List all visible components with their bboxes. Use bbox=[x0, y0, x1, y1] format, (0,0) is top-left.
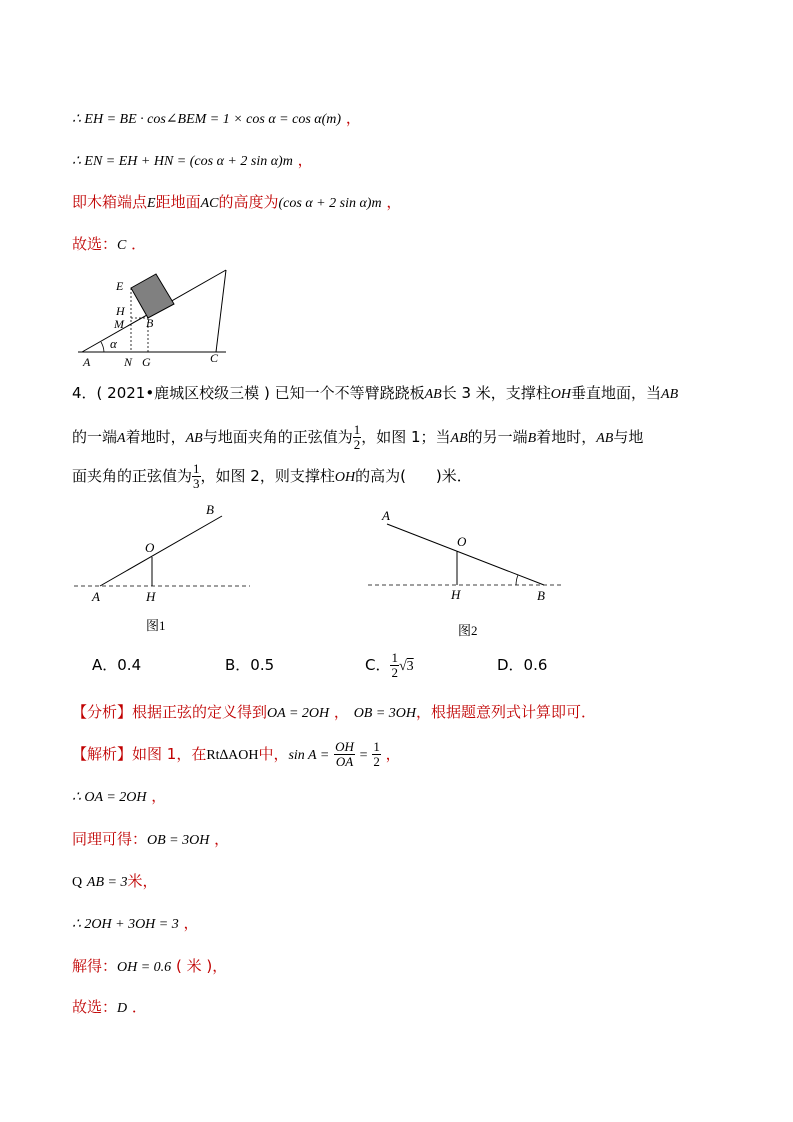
comma: ， bbox=[214, 830, 230, 848]
fraction-half: $\frac{1}{2}$ bbox=[353, 422, 361, 452]
label-a: A bbox=[92, 589, 100, 604]
eq-en: ∴ EN = EH + HN = (cos α + 2 sin α)m bbox=[72, 154, 293, 169]
fraction-oh-oa: $\frac{OH}{OA}$ bbox=[335, 739, 354, 769]
var-ab: AB bbox=[661, 387, 679, 402]
text: 的高度为 bbox=[218, 193, 279, 211]
label-b: B bbox=[206, 502, 214, 517]
solution-text: 如图 1，在 bbox=[132, 745, 207, 763]
wooden-box bbox=[131, 274, 174, 318]
text: 即木箱端点 bbox=[72, 193, 148, 211]
q4-line-2 bbox=[72, 423, 643, 453]
label-g: G bbox=[142, 355, 151, 369]
solve-label: 解得： bbox=[72, 957, 118, 975]
q4-text: 着地时， bbox=[536, 428, 597, 446]
label-b: B bbox=[537, 588, 545, 603]
label-h: H bbox=[146, 589, 156, 604]
choose-label: 故选： bbox=[72, 998, 118, 1016]
eq-ab: AB = 3 bbox=[86, 875, 128, 890]
label-b: B bbox=[146, 316, 154, 330]
var-ab: AB bbox=[185, 431, 203, 446]
eq-sum: ∴ 2OH + 3OH = 3 bbox=[72, 917, 179, 932]
var-ab: AB bbox=[450, 431, 468, 446]
solution-line-2 bbox=[72, 786, 166, 808]
comma: ， bbox=[333, 703, 349, 721]
label-a: A bbox=[382, 508, 390, 523]
analysis-text: ，根据题意列式计算即可． bbox=[416, 703, 597, 721]
comma: ， bbox=[212, 957, 228, 975]
eq-ob: OB = 3OH bbox=[147, 833, 210, 848]
label-h: H bbox=[116, 304, 125, 318]
rt-triangle: Rt∆AOH bbox=[206, 748, 259, 763]
label-m: M bbox=[114, 317, 124, 331]
line-height-conclusion bbox=[72, 192, 401, 214]
q4-text: 面夹角的正弦值为 bbox=[72, 467, 193, 485]
option-b[interactable]: B．0.5 bbox=[225, 656, 275, 674]
label-h: H bbox=[451, 587, 461, 602]
q4-text: ，如图 2，则支撑柱 bbox=[200, 467, 335, 485]
q4-text: 着地时， bbox=[125, 428, 186, 446]
seesaw-figure-2 bbox=[364, 500, 574, 645]
solution-text: 中， bbox=[258, 745, 289, 763]
analysis-line bbox=[72, 702, 596, 724]
option-c-label: C． bbox=[365, 656, 391, 674]
fraction-half: $\frac{1}{2}$ bbox=[391, 650, 398, 680]
label-alpha: α bbox=[110, 336, 117, 351]
figure-1-caption: 图1 bbox=[146, 618, 166, 633]
var-oh: OH bbox=[550, 387, 572, 402]
answer-c: C bbox=[117, 238, 127, 253]
angle-arc bbox=[516, 575, 518, 585]
comma: ， bbox=[183, 914, 199, 932]
period: ． bbox=[131, 235, 147, 253]
solution-line-7 bbox=[72, 997, 147, 1019]
option-c[interactable] bbox=[365, 650, 414, 682]
q4-text: ，如图 1；当 bbox=[361, 428, 451, 446]
comma: ， bbox=[385, 745, 401, 763]
var-e: E bbox=[147, 196, 156, 211]
text: 距地面 bbox=[155, 193, 201, 211]
equals: = bbox=[359, 748, 368, 763]
unit-meter: ( 米 ) bbox=[175, 957, 213, 975]
solution-line-5 bbox=[72, 913, 199, 935]
incline-box-figure bbox=[74, 266, 234, 370]
answer-d: D bbox=[117, 1001, 128, 1016]
comma: ， bbox=[386, 193, 402, 211]
q4-text: 的高为( )米． bbox=[355, 467, 472, 485]
seesaw-board bbox=[100, 516, 222, 586]
var-ab: AB bbox=[596, 431, 614, 446]
q4-text: 与地面夹角的正弦值为 bbox=[202, 428, 353, 446]
similar-label: 同理可得： bbox=[72, 830, 148, 848]
because-symbol: Q bbox=[72, 875, 83, 890]
solution-line-3 bbox=[72, 829, 229, 851]
q4-line-3 bbox=[72, 462, 472, 492]
solution-line-6 bbox=[72, 956, 227, 978]
q4-text: 的另一端 bbox=[467, 428, 528, 446]
var-b: B bbox=[527, 431, 537, 446]
comma: ， bbox=[345, 109, 361, 127]
var-ab: AB bbox=[424, 387, 442, 402]
sqrt-symbol: √3 bbox=[398, 659, 414, 674]
eq-height: (cos α + 2 sin α)m bbox=[278, 196, 382, 211]
label-a: A bbox=[83, 355, 91, 369]
line-choose-c bbox=[72, 234, 146, 256]
figure-2-caption: 图2 bbox=[458, 623, 478, 638]
unit-meter: 米 bbox=[127, 872, 143, 890]
option-d[interactable]: D．0.6 bbox=[497, 656, 548, 674]
angle-arc bbox=[101, 342, 104, 352]
eq-oh: OH = 0.6 bbox=[117, 960, 172, 975]
solution-label: 【解析】 bbox=[72, 745, 133, 763]
line-en bbox=[72, 150, 313, 172]
option-a[interactable]: A．0.4 bbox=[92, 656, 142, 674]
q4-text: 长 3 米，支撑柱 bbox=[441, 384, 551, 402]
label-e: E bbox=[116, 279, 124, 293]
eq-ob: OB = 3OH bbox=[353, 706, 417, 721]
sin-a: sin A = bbox=[288, 748, 330, 763]
fraction-third: $\frac{1}{3}$ bbox=[193, 461, 200, 491]
var-ac: AC bbox=[200, 196, 219, 211]
solution-line-4 bbox=[72, 871, 158, 893]
eq-eh: ∴ EH = BE · cos∠BEM = 1 × cos α = cos α(m) bbox=[72, 112, 342, 127]
eq-oa: OA = 2OH bbox=[267, 706, 330, 721]
comma: ， bbox=[151, 787, 167, 805]
period: ． bbox=[131, 998, 147, 1016]
var-oh: OH bbox=[334, 470, 356, 485]
label-c: C bbox=[210, 351, 219, 365]
choose-label: 故选： bbox=[72, 235, 118, 253]
comma: ， bbox=[297, 151, 313, 169]
analysis-label: 【分析】 bbox=[72, 703, 133, 721]
right-side bbox=[216, 270, 226, 352]
eq-oa: ∴ OA = 2OH bbox=[72, 790, 147, 805]
q4-text: 4．( 2021•鹿城区校级三模 ) 已知一个不等臂跷跷板 bbox=[72, 384, 425, 402]
seesaw-figure-1 bbox=[70, 500, 260, 640]
q4-text: 与地 bbox=[613, 428, 644, 446]
q4-text: 的一端 bbox=[72, 428, 118, 446]
q4-text: 垂直地面，当 bbox=[571, 384, 662, 402]
label-o: O bbox=[457, 534, 467, 549]
line-eh bbox=[72, 108, 361, 130]
label-n: N bbox=[124, 355, 133, 369]
analysis-text: 根据正弦的定义得到 bbox=[132, 703, 268, 721]
solution-line-1 bbox=[72, 738, 401, 772]
fraction-half: $\frac{1}{2}$ bbox=[373, 739, 380, 769]
var-a: A bbox=[117, 431, 126, 446]
q4-line-1 bbox=[72, 383, 678, 405]
label-o: O bbox=[145, 540, 155, 555]
comma: ， bbox=[142, 872, 158, 890]
